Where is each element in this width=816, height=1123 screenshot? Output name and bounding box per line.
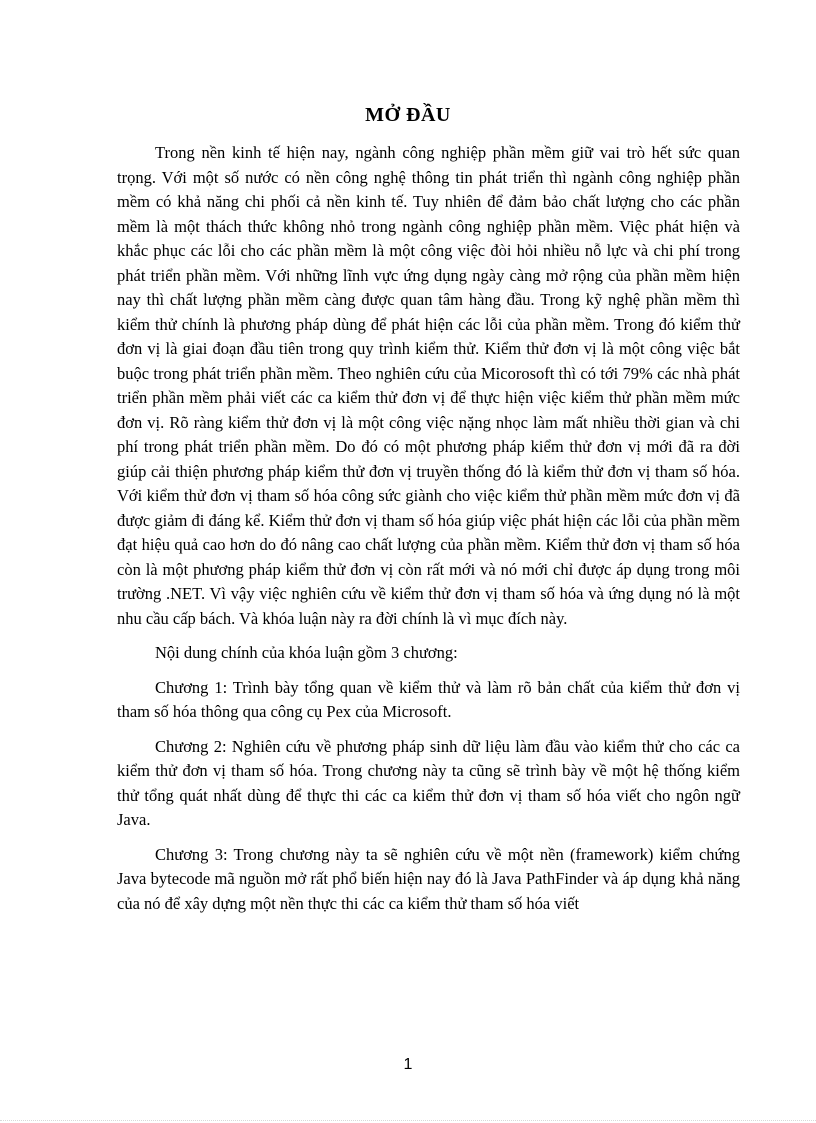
document-title: MỞ ĐẦU (365, 104, 451, 126)
chapter-1-paragraph: Chương 1: Trình bày tổng quan về kiểm thử và làm rõ bản chất của kiểm thử đơn vị tham số hóa thông qua công cụ Pex của Microsoft. (117, 677, 740, 721)
document-body (117, 141, 740, 926)
page-divider (0, 1120, 816, 1121)
chapter-3-paragraph: Chương 3: Trong chương này ta sẽ nghiên cứu về một nền (framework) kiểm chứng Java bytecode mã nguồn mở rất phổ biến hiện nay đó là Java PathFinder và áp dụng khả năng của nó để xây dựng một nền thực thi các ca kiểm thử tham số hóa viết (117, 844, 740, 913)
intro-paragraph: Trong nền kinh tế hiện nay, ngành công nghiệp phần mềm giữ vai trò hết sức quan trọng. Với một số nước có nền công nghệ thông tin phát triển thì ngành công nghiệp phần mềm có khả năng chi phối cả nền kinh tế. Tuy nhiên để đảm bảo chất lượng cho các phần mềm là một thách thức không nhỏ trong ngành công nghiệp phần mềm. Việc phát hiện và khắc phục các lỗi cho các phần mềm là một công việc đòi hỏi nhiều nỗ lực và chi phí trong phát triển phần mềm. Với những lĩnh vực ứng dụng ngày càng mở rộng của phần mềm hiện nay thì chất lượng phần mềm càng được quan tâm hàng đầu. Trong kỹ nghệ phần mềm thì kiểm thử chính là phương pháp dùng để phát hiện các lỗi của phần mềm. Trong đó kiểm thử đơn vị là giai đoạn đầu tiên trong quy trình kiểm thử. Kiểm thử đơn vị là một công việc bắt buộc trong phát triển phần mềm. Theo nghiên cứu của Micorosoft thì có tới 79% các nhà phát triển phần mềm phải viết các ca kiểm thử đơn vị để thực hiện việc kiểm thử phần mềm mức đơn vị. Rõ ràng kiểm thử đơn vị là một công việc nặng nhọc làm mất nhiều thời gian và chi phí trong phát triển phần mềm. Do đó có một phương pháp kiểm thử đơn vị mới đã ra đời giúp cải thiện phương pháp kiểm thử đơn vị truyền thống đó là kiểm thử đơn vị tham số hóa. Với kiểm thử đơn vị tham số hóa công sức giành cho việc kiểm thử phần mềm mức đơn vị đã được giảm đi đáng kể. Kiểm thử đơn vị tham số hóa giúp việc phát hiện các lỗi của phần mềm đạt hiệu quả cao hơn do đó nâng cao chất lượng của phần mềm. Kiểm thử đơn vị tham số hóa còn là một phương pháp kiểm thử đơn vị còn rất mới và nó mới chỉ được áp dụng trong môi trường .NET. Vì vậy việc nghiên cứu về kiểm thử đơn vị tham số hóa và ứng dụng nó là một nhu cầu cấp bách. Và khóa luận này ra đời chính là vì mục đích này. (117, 143, 740, 628)
contents-intro-paragraph: Nội dung chính của khóa luận gồm 3 chương: (155, 643, 458, 662)
chapter-2-paragraph: Chương 2: Nghiên cứu về phương pháp sinh dữ liệu làm đầu vào kiểm thử cho các ca kiểm thử đơn vị tham số hóa. Trong chương này ta cũng sẽ trình bày về một hệ thống kiểm thử tổng quát nhất dùng để thực thi các ca kiểm thử đơn vị tham số hóa viết cho ngôn ngữ Java. (117, 736, 740, 829)
page-number: 1 (403, 1056, 413, 1073)
